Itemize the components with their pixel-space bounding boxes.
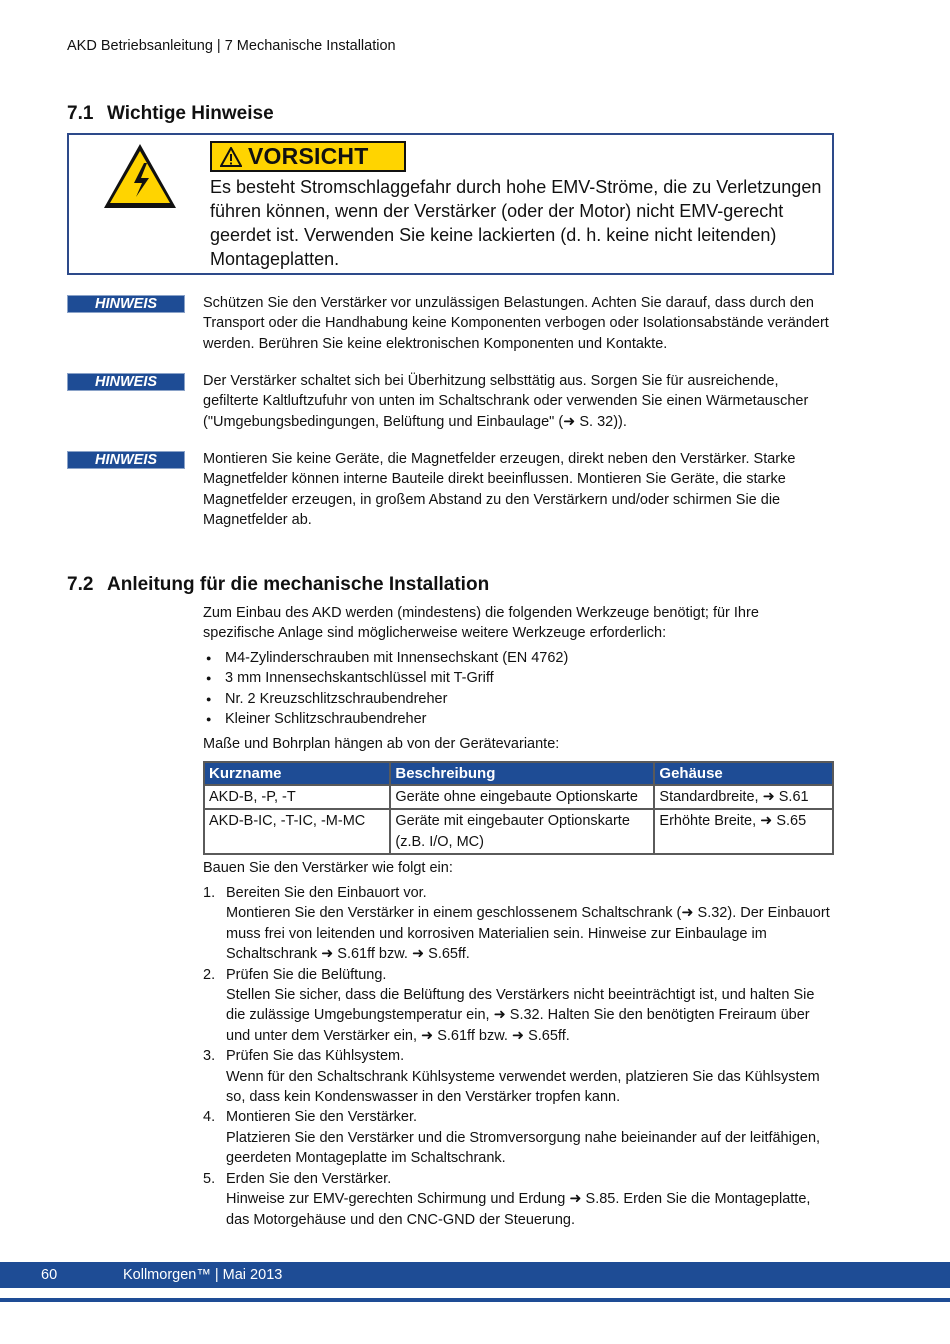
caution-box xyxy=(67,133,834,275)
hinweis-badge: HINWEIS xyxy=(67,295,185,313)
list-item: 2. Prüfen Sie die Belüftung. Stellen Sie sicher, dass die Belüftung des Verstärkers nicht beeinträchtigt ist, und halten Sie die zulässige Umgebungstemperatur ein, ➜ S.32. Halten Sie den benötigten Freiraum über und unter dem Verstärker ein, ➜ S.61ff bzw. ➜ S.65ff. xyxy=(203,966,815,1044)
footer-bar xyxy=(0,1262,950,1288)
installation-steps xyxy=(203,883,833,1230)
list-item: ● Nr. 2 Kreuzschlitzschraubendreher xyxy=(203,689,803,709)
table-cell: Erhöhte Breite, ➜ S.65 xyxy=(654,809,833,854)
list-item: 3. Prüfen Sie das Kühlsystem. Wenn für den Schaltschrank Kühlsysteme verwendet werden, platzieren Sie das Kühlsystem so, dass kein Kondenswasser in den Verstärker tropfen kann. xyxy=(203,1048,820,1106)
footer-rule xyxy=(0,1298,950,1302)
table-cell: AKD-B-IC, -T-IC, -M-MC xyxy=(204,809,390,854)
steps-intro: Bauen Sie den Verstärker wie folgt ein: xyxy=(203,860,453,876)
table-header-row xyxy=(204,762,833,785)
caution-signal-word: VORSICHT xyxy=(210,141,406,172)
list-item: ● Kleiner Schlitzschraubendreher xyxy=(203,709,803,729)
hinweis-text: Der Verstärker schaltet sich bei Überhitzung selbsttätig aus. Sorgen Sie für ausreichende, gefilterte Kaltluftzufuhr von unten im Schaltschrank oder verwenden Sie einen Wärmetauscher ("Umgebungsbedingungen, Belüftung und Einbaulage" (➜ S. 32)). xyxy=(203,373,809,430)
table-cell: Geräte mit eingebauter Optionskarte (z.B. I/O, MC) xyxy=(390,809,654,854)
list-item: 1. Bereiten Sie den Einbauort vor. Montieren Sie den Verstärker in einem geschlossenem Schaltschrank (➜ S.32). Der Einbauort muss frei von leitenden und korrosiven Materialien sein. Hinweise zur Einbaulage im Schaltschrank ➜ S.61ff bzw. ➜ S.65ff. xyxy=(203,885,830,963)
tools-intro: Zum Einbau des AKD werden (mindestens) die folgenden Werkzeuge benötigt; für Ihre spezifische Anlage sind möglicherweise weitere Werkzeuge erforderlich: xyxy=(203,605,759,642)
column-header: Gehäuse xyxy=(654,762,833,785)
column-header: Kurzname xyxy=(204,762,390,785)
section-heading-7-1: 7.1 Wichtige Hinweise xyxy=(67,103,274,124)
table-row xyxy=(204,785,833,809)
variant-table xyxy=(203,761,834,855)
hinweis-badge: HINWEIS xyxy=(67,451,185,469)
caution-text: Es besteht Stromschlaggefahr durch hohe EMV-Ströme, die zu Verletzungen führen können, wenn der Verstärker (oder der Motor) nicht EMV-gerecht geerdet ist. Verwenden Sie keine lackierten (d. h. keine nicht leitenden) Montageplatten. xyxy=(210,177,822,269)
table-cell: Geräte ohne eingebaute Optionskarte xyxy=(390,785,654,809)
section-heading-7-2: 7.2 Anleitung für die mechanische Installation xyxy=(67,574,490,595)
list-item: ● 3 mm Innensechskantschlüssel mit T-Griff xyxy=(203,668,803,688)
table-intro: Maße und Bohrplan hängen ab von der Gerätevariante: xyxy=(203,736,560,752)
footer-brand: Kollmorgen™ | Mai 2013 xyxy=(123,1267,283,1283)
table-cell: Standardbreite, ➜ S.61 xyxy=(654,785,833,809)
list-item: 4. Montieren Sie den Verstärker. Platzieren Sie den Verstärker und die Stromversorgung nahe beieinander auf der leitfähigen, geerdeten Montageplatte im Schaltschrank. xyxy=(203,1109,821,1167)
hinweis-badge: HINWEIS xyxy=(67,373,185,391)
table-row xyxy=(204,809,833,854)
list-item: 5. Erden Sie den Verstärker. Hinweise zur EMV-gerechten Schirmung und Erdung ➜ S.85. Erden Sie die Montageplatte, das Motorgehäuse und den CNC-GND der Steuerung. xyxy=(203,1170,811,1228)
exclamation-triangle-icon xyxy=(220,147,242,167)
hinweis-text: Montieren Sie keine Geräte, die Magnetfelder erzeugen, direkt neben den Verstärker. Starke Magnetfelder können interne Bauteile direkt beeinflussen. Montieren Sie Geräte, die starke Magnetfelder erzeugen, in großem Abstand zu den Verstärkern und/oder schirmen Sie die Magnetfelder ab. xyxy=(203,451,796,529)
high-voltage-warning-icon xyxy=(101,141,179,211)
column-header: Beschreibung xyxy=(390,762,654,785)
table-cell: AKD-B, -P, -T xyxy=(204,785,390,809)
tool-list xyxy=(203,648,803,730)
list-item: ● M4-Zylinderschrauben mit Innensechskant (EN 4762) xyxy=(203,648,803,668)
running-header: AKD Betriebsanleitung | 7 Mechanische Installation xyxy=(67,38,396,54)
page-number: 60 xyxy=(41,1267,58,1283)
hinweis-text: Schützen Sie den Verstärker vor unzulässigen Belastungen. Achten Sie darauf, dass durch den Transport oder die Handhabung keine Komponenten verbogen oder Isolationsabstände verändert werden. Berühren Sie keine elektronischen Komponenten und Kontakte. xyxy=(203,295,829,352)
